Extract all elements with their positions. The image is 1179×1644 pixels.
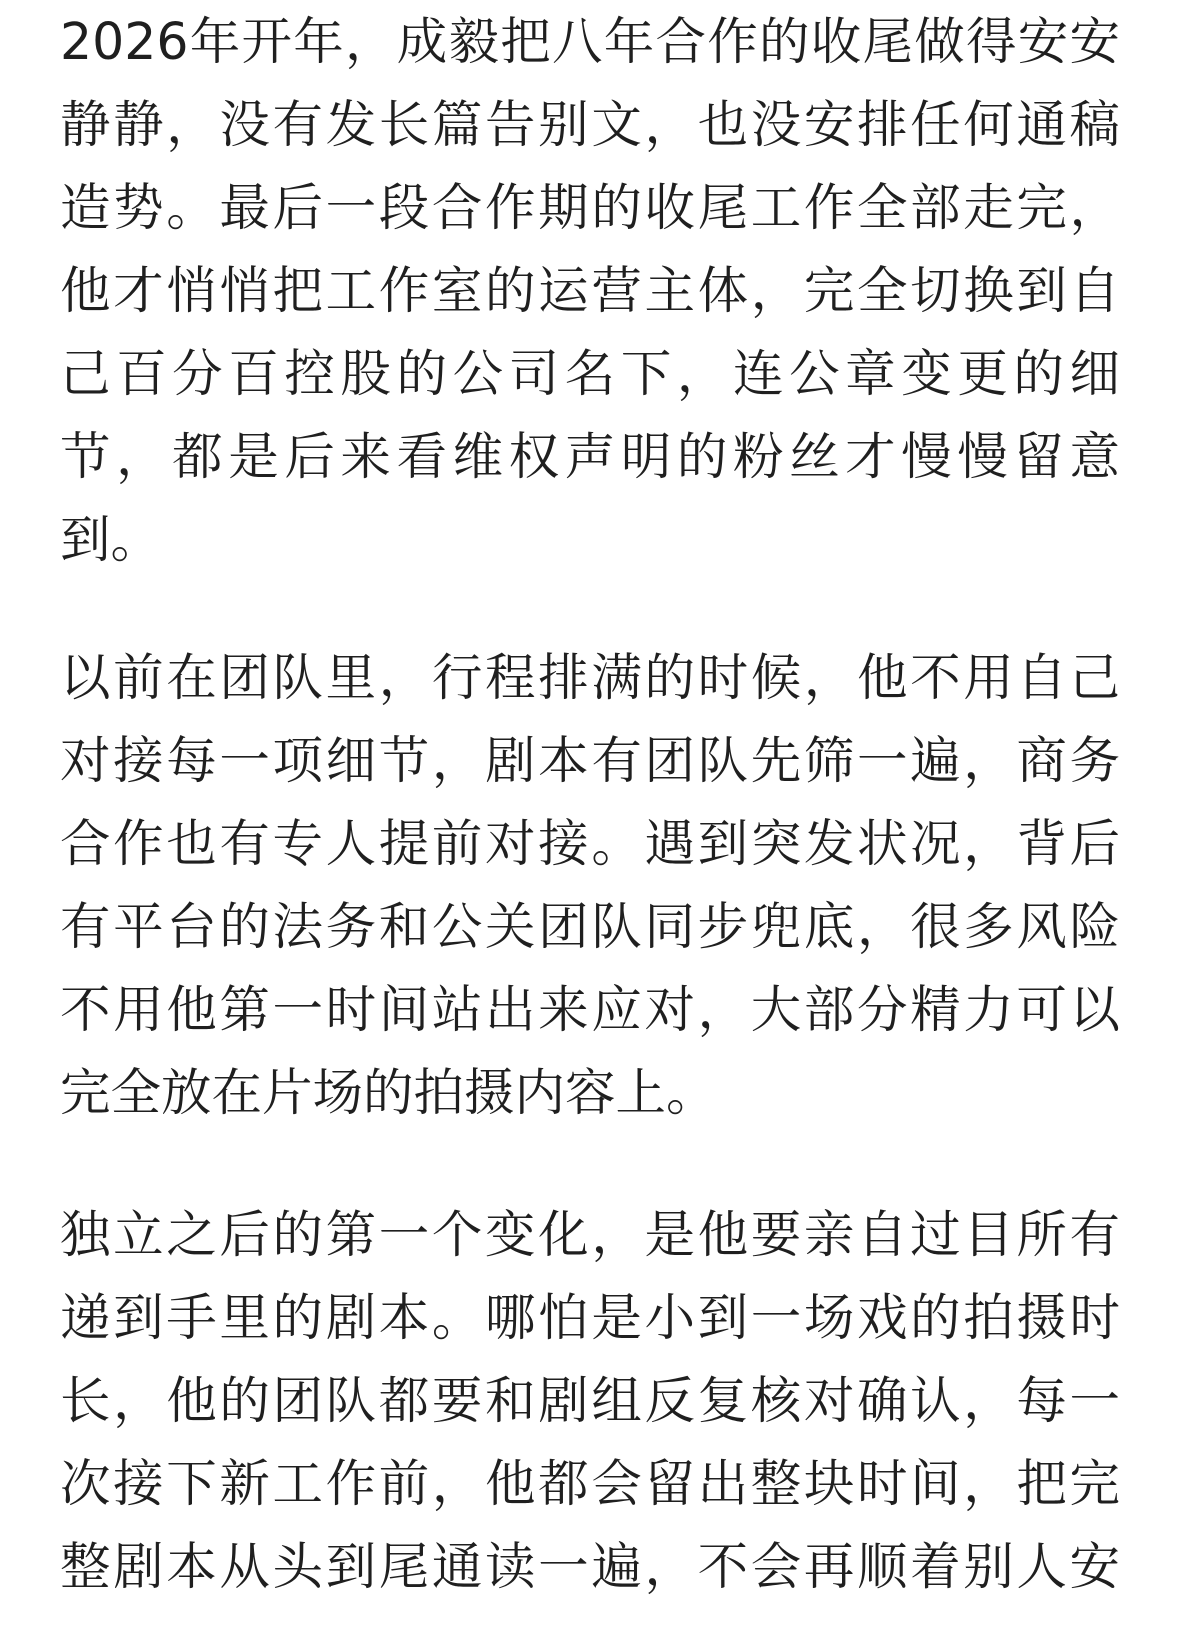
text-line: 造势。最后一段合作期的收尾工作全部走完，	[60, 178, 1120, 237]
text-line: 次接下新工作前，他都会留出整块时间，把完	[60, 1454, 1120, 1513]
text-line: 他才悄悄把工作室的运营主体，完全切换到自	[60, 261, 1120, 320]
text-line: 完全放在片场的拍摄内容上。	[60, 1063, 717, 1122]
text-line: 己百分百控股的公司名下，连公章变更的细	[60, 344, 1120, 403]
text-line: 不用他第一时间站出来应对，大部分精力可以	[60, 980, 1120, 1039]
paragraph-1	[60, 0, 1120, 581]
text-line: 以前在团队里，行程排满的时候，他不用自己	[60, 648, 1120, 707]
paragraph-2	[60, 636, 1120, 1134]
text-line: 2026年开年，成毅把八年合作的收尾做得安安	[60, 12, 1120, 71]
text-line: 长，他的团队都要和剧组反复核对确认，每一	[60, 1371, 1120, 1430]
text-line: 到。	[60, 510, 161, 569]
text-line: 递到手里的剧本。哪怕是小到一场戏的拍摄时	[60, 1288, 1120, 1347]
text-line: 静静，没有发长篇告别文，也没安排任何通稿	[60, 95, 1120, 154]
text-line: 整剧本从头到尾通读一遍，不会再顺着别人安	[60, 1537, 1120, 1596]
text-line: 有平台的法务和公关团队同步兜底，很多风险	[60, 897, 1120, 956]
paragraph-3	[60, 1193, 1120, 1608]
text-line: 合作也有专人提前对接。遇到突发状况，背后	[60, 814, 1120, 873]
text-line: 节，都是后来看维权声明的粉丝才慢慢留意	[60, 427, 1120, 486]
text-line: 独立之后的第一个变化，是他要亲自过目所有	[60, 1205, 1120, 1264]
text-line: 对接每一项细节，剧本有团队先筛一遍，商务	[60, 731, 1120, 790]
